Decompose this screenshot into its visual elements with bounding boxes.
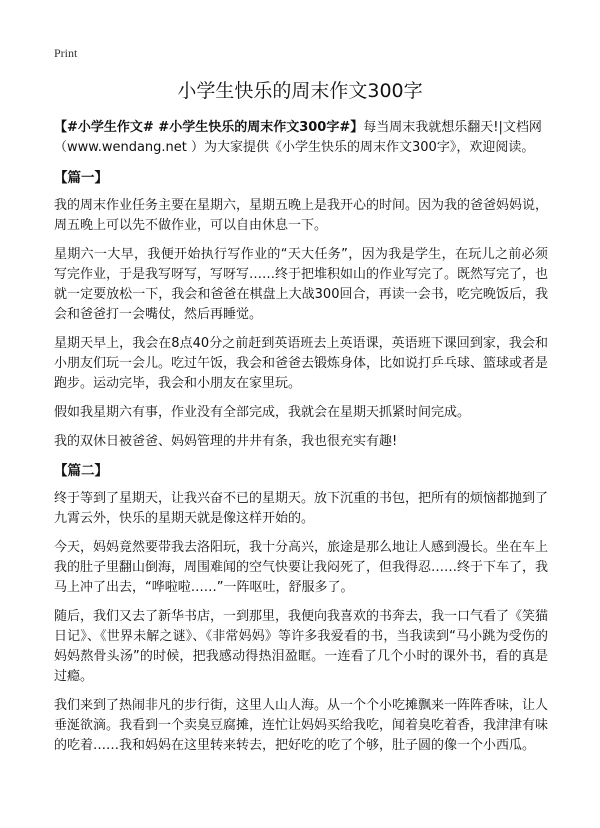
paragraph: 我的双休日被爸爸、妈妈管理的井井有条，我也很充实有趣! — [54, 434, 398, 449]
article-body — [54, 118, 548, 765]
intro-tags: 【#小学生作文# #小学生快乐的周末作文300字#】 — [54, 120, 364, 135]
paragraph: 假如我星期六有事，作业没有全部完成，我就会在星期天抓紧时间完成。 — [54, 405, 471, 420]
intro-paragraph — [54, 118, 548, 158]
print-link[interactable]: Print — [54, 46, 78, 60]
paragraph: 今天，妈妈竟然要带我去洛阳玩，我十分高兴，旅途是那么地让人感到漫长。坐在车上我的肚子里翻山倒海，周围难闻的空气快要让我闷死了，但我得忍……终于下车了，我马上冲了出去，“哗啦啦……”一阵呕吐，舒服多了。 — [54, 540, 549, 595]
paragraph: 随后，我们又去了新华书店，一到那里，我便向我喜欢的书奔去，我一口气看了《笑猫日记》、《世界未解之谜》、《非常妈妈》等许多我爱看的书，当我读到“马小跳为受伤的妈妈熬骨头汤”的时候，把我感动得热泪盈眶。一连看了几个小时的课外书，看的真是过瘾。 — [54, 609, 549, 684]
paragraph: 终于等到了星期天，让我兴奋不已的星期天。放下沉重的书包，把所有的烦恼都抛到了九霄云外，快乐的星期天就是像这样开始的。 — [54, 491, 549, 526]
section-heading-1: 【篇一】 — [54, 170, 108, 186]
paragraph: 我们来到了热闹非凡的步行街，这里人山人海。从一个个小吃摊飘来一阵阵香味，让人垂涎欲滴。我看到一个卖臭豆腐摊，连忙让妈妈买给我吃，闻着臭吃着香，我津津有味的吃着……我和妈妈在这里转来转去，把好吃的吃了个够，肚子圆的像一个小西瓜。 — [54, 698, 549, 753]
page-title: 小学生快乐的周末作文300字 — [177, 80, 423, 102]
paragraph: 星期天早上，我会在8点40分之前赶到英语班去上英语课，英语班下课回到家，我会和小朋友们玩一会儿。吃过午饭，我会和爸爸去锻炼身体，比如说打乒乓球、篮球或者是跑步。运动完毕，我会和小朋友在家里玩。 — [54, 336, 549, 391]
section-heading-2: 【篇二】 — [54, 463, 108, 479]
intro-text: 每当周末我就想乐翻天!|文档网（www.wendang.net ）为大家提供《小学生快乐的周末作文300字》，欢迎阅读。 — [54, 120, 542, 155]
paragraph: 星期六一大早，我便开始执行写作业的“天大任务”，因为我是学生，在玩儿之前必须写完作业，于是我写呀写，写呀写……终于把堆积如山的作业写完了。既然写完了，也就一定要放松一下，我会和爸爸在棋盘上大战300回合，再读一会书，吃完晚饭后，我会和爸爸打一会嘴仗，然后再睡觉。 — [54, 247, 549, 322]
paragraph: 我的周末作业任务主要在星期六，星期五晚上是我开心的时间。因为我的爸爸妈妈说，周五晚上可以先不做作业，可以自由休息一下。 — [54, 198, 549, 233]
